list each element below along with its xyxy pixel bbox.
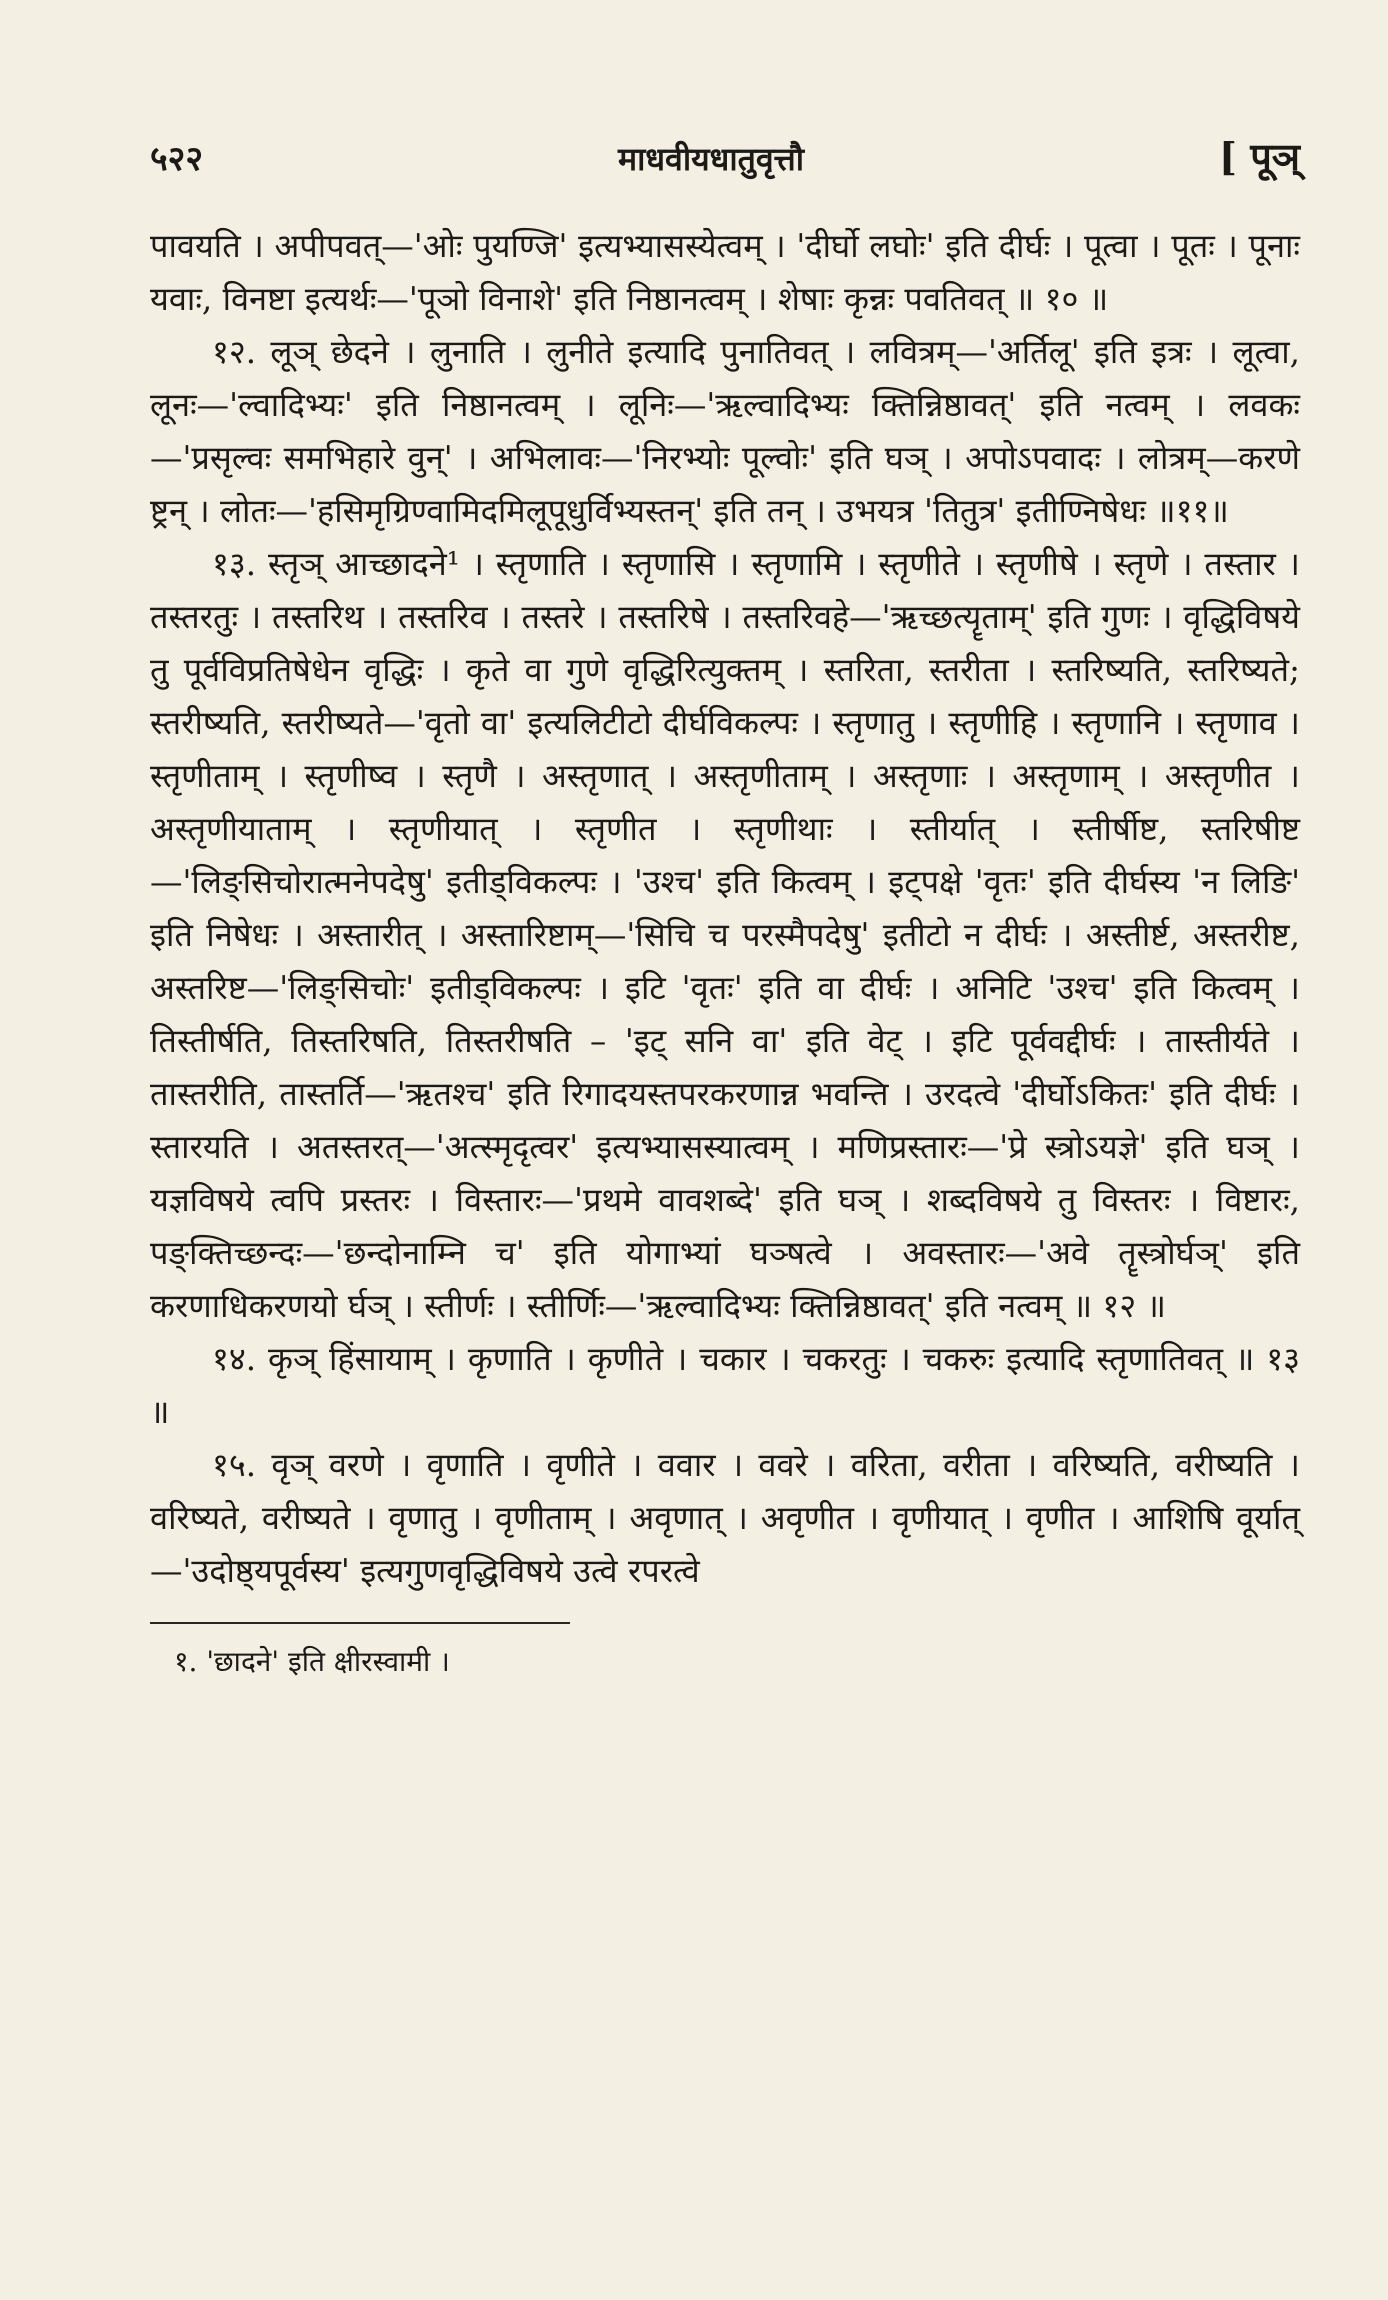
paragraph: पावयति । अपीपवत्—'ओः पुयण्जि' इत्यभ्यासस्येत्वम् । 'दीर्घो लघोः' इति दीर्घः । पूत्वा । पूतः । पूनाः यवाः, विनष्टा इत्यर्थः—'पूञो विनाशे' इति निष्ठानत्वम् । शेषाः कृन्नः पवतिवत् ॥ १० ॥: [150, 227, 1300, 318]
paragraph: १३. स्तृञ् आच्छादने¹ । स्तृणाति । स्तृणासि । स्तृणामि । स्तृणीते । स्तृणीषे । स्तृणे । तस्तार । तस्तरतुः । तस्तरिथ । तस्तरिव । तस्तरे । तस्तरिषे । तस्तरिवहे—'ऋच्छत्यॄताम्' इति गुणः । वृद्धिविषये तु पूर्वविप्रतिषेधेन वृद्धिः । कृते वा गुणे वृद्धिरित्युक्तम् । स्तरिता, स्तरीता । स्तरिष्यति, स्तरिष्यते; स्तरीष्यति, स्तरीष्यते—'वृतो वा' इत्यलिटीटो दीर्घविकल्पः । स्तृणातु । स्तृणीहि । स्तृणानि । स्तृणाव । स्तृणीताम् । स्तृणीष्व । स्तृणै । अस्तृणात् । अस्तृणीताम् । अस्तृणाः । अस्तृणाम् । अस्तृणीत । अस्तृणीयाताम् । स्तृणीयात् । स्तृणीत । स्तृणीथाः । स्तीर्यात् । स्तीर्षीष्ट, स्तरिषीष्ट—'लिङ्सिचोरात्मनेपदेषु' इतीड्विकल्पः । 'उश्च' इति कित्वम् । इट्पक्षे 'वृतः' इति दीर्घस्य 'न लिङि' इति निषेधः । अस्तारीत् । अस्तारिष्टाम्—'सिचि च परस्मैपदेषु' इतीटो न दीर्घः । अस्तीर्ष्ट, अस्तरीष्ट, अस्तरिष्ट—'लिङ्सिचोः' इतीड्विकल्पः । इटि 'वृतः' इति वा दीर्घः । अनिटि 'उश्च' इति कित्वम् । तिस्तीर्षति, तिस्तरिषति, तिस्तरीषति – 'इट् सनि वा' इति वेट् । इटि पूर्ववद्दीर्घः । तास्तीर्यते । तास्तरीति, तास्तर्ति—'ऋतश्च' इति रिगादयस्तपरकरणान्न भवन्ति । उरदत्वे 'दीर्घोऽकितः' इति दीर्घः । स्तारयति । अतस्तरत्—'अत्स्मृदृत्वर' इत्यभ्यासस्यात्वम् । मणिप्रस्तारः—'प्रे स्त्रोऽयज्ञे' इति घञ् । यज्ञविषये त्वपि प्रस्तरः । विस्तारः—'प्रथमे वावशब्दे' इति घञ् । शब्दविषये तु विस्तरः । विष्टारः, पङ्क्तिच्छन्दः—'छन्दोनाम्नि च' इति योगाभ्यां घञ्षत्वे । अवस्तारः—'अवे तॄस्त्रोर्घञ्' इति करणाधिकरणयो र्घञ् । स्तीर्णः । स्तीर्णिः—'ऋल्वादिभ्यः क्तिन्निष्ठावत्' इति नत्वम् ॥ १२ ॥: [150, 545, 1300, 1325]
footnote: १. 'छादने' इति क्षीरस्वामी ।: [174, 1645, 450, 1678]
main-text: [150, 220, 1300, 1598]
page-number: ५२२: [150, 139, 204, 179]
paragraph: १२. लूञ् छेदने । लुनाति । लुनीते इत्यादि पुनातिवत् । लवित्रम्—'अर्तिलू' इति इत्रः । लूत्वा, लूनः—'ल्वादिभ्यः' इति निष्ठानत्वम् । लूनिः—'ऋल्वादिभ्यः क्तिन्निष्ठावत्' इति नत्वम् । लवकः—'प्रसृल्वः समभिहारे वुन्' । अभिलावः—'निरभ्योः पूल्वोः' इति घञ् । अपोऽपवादः । लोत्रम्—करणे ष्ट्रन् । लोतः—'हसिमृग्रिण्वामिदमिलूपूधुर्विभ्यस्तन्' इति तन् । उभयत्र 'तितुत्र' इतीण्निषेधः ॥११॥: [150, 333, 1300, 530]
section-marker: [ पूञ्: [1218, 134, 1300, 179]
paragraph: १५. वृञ् वरणे । वृणाति । वृणीते । ववार । ववरे । वरिता, वरीता । वरिष्यति, वरीष्यति । वरिष्यते, वरीष्यते । वृणातु । वृणीताम् । अवृणात् । अवृणीत । वृणीयात् । वृणीत । आशिषि वूर्यात्—'उदोष्ठ्यपूर्वस्य' इत्यगुणवृद्धिविषये उत्वे रपरत्वे: [150, 1446, 1300, 1590]
paragraph: १४. कृञ् हिंसायाम् । कृणाति । कृणीते । चकार । चकरतुः । चकरुः इत्यादि स्तृणातिवत् ॥ १३ ॥: [150, 1340, 1300, 1431]
page-header: [150, 130, 1300, 182]
footnote-divider: [150, 1622, 570, 1624]
running-title: माधवीयधातुवृत्तौ: [617, 140, 805, 178]
